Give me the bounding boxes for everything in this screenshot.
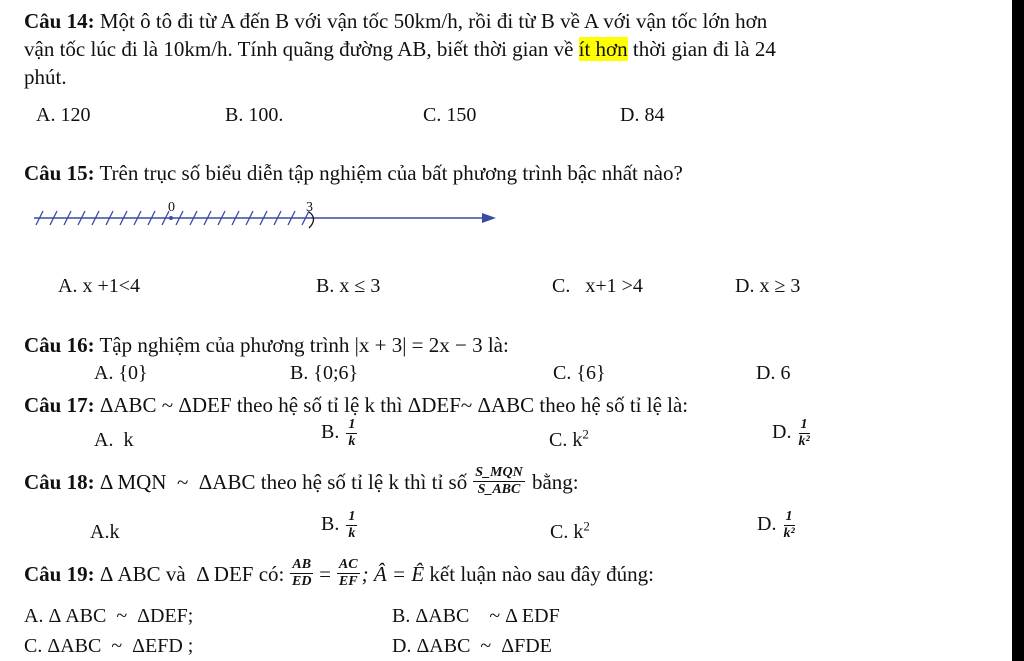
q16-option-a[interactable]: A. {0} — [94, 362, 148, 384]
q16-option-b[interactable]: B. {0;6} — [290, 362, 359, 384]
q18-option-c-exponent: 2 — [583, 518, 590, 534]
q15-option-d[interactable]: D. x ≥ 3 — [735, 275, 801, 297]
q19-text-a: Δ ABC và Δ DEF có: — [99, 561, 285, 586]
q18-option-d-fraction — [783, 510, 794, 541]
q14-highlight: ít hơn — [578, 37, 628, 61]
q17-d-denominator: k² — [798, 434, 810, 449]
q18-b-numerator: 1 — [348, 509, 356, 524]
point-zero — [169, 216, 173, 220]
q17-b-denominator: k — [348, 434, 356, 449]
axis-label-three: 3 — [306, 200, 313, 215]
q14-text-line2-b: thời gian đi là 24 — [632, 37, 776, 61]
q15-option-b[interactable]: B. x ≤ 3 — [316, 275, 381, 297]
q16-text: Tập nghiệm của phương trình |x + 3| = 2x − 3 là: — [99, 333, 509, 357]
q19-angle-condition: ; Â = Ê — [361, 561, 425, 586]
q18-option-b-fraction — [346, 510, 357, 541]
number-line-arrow-icon — [482, 213, 496, 223]
q15-line — [24, 160, 683, 186]
q19-f2-denominator: EF — [338, 574, 358, 589]
q18-option-a[interactable]: A.k — [90, 521, 120, 543]
number-line-figure — [30, 198, 510, 238]
q17-b-numerator: 1 — [348, 417, 356, 432]
axis-label-zero: 0 — [168, 200, 175, 215]
q16-option-c[interactable]: C. {6} — [553, 362, 606, 384]
q19-equals: = — [319, 561, 331, 586]
q14-line2 — [24, 36, 776, 62]
q19-option-c[interactable]: C. ΔABC ~ ΔEFD ; — [24, 635, 194, 657]
q14-text-line2-a: vận tốc lúc đi là 10km/h. Tính quãng đường AB, biết thời gian về — [24, 37, 574, 61]
q18-option-b[interactable] — [321, 510, 359, 541]
q14-text-line3: phút. — [24, 65, 67, 89]
q14-label: Câu 14: — [24, 9, 95, 33]
q18-b-denominator: k — [348, 526, 356, 541]
q14-text-line1: Một ô tô đi từ A đến B với vận tốc 50km/h, rồi đi từ B về A với vận tốc lớn hơn — [99, 9, 768, 33]
q15-text: Trên trục số biểu diễn tập nghiệm của bất phương trình bậc nhất nào? — [99, 161, 683, 185]
q19-option-d[interactable]: D. ΔABC ~ ΔFDE — [392, 635, 552, 657]
q19-text-b: kết luận nào sau đây đúng: — [429, 561, 654, 586]
q18-ratio-fraction — [473, 466, 524, 497]
q15-option-c[interactable]: C. x+1 >4 — [552, 275, 643, 297]
q19-f1-denominator: ED — [291, 574, 312, 589]
q18-option-c[interactable] — [550, 519, 590, 545]
q14-option-a[interactable]: A. 120 — [36, 104, 91, 126]
q14-option-c[interactable]: C. 150 — [423, 104, 477, 126]
q18-d-numerator: 1 — [785, 509, 793, 524]
q17-line — [24, 392, 688, 418]
q14-option-b[interactable]: B. 100. — [225, 104, 284, 126]
q17-option-b-fraction — [346, 418, 357, 449]
q14-option-d[interactable]: D. 84 — [620, 104, 665, 126]
q17-d-numerator: 1 — [800, 417, 808, 432]
q17-option-d-prefix: D. — [772, 421, 792, 444]
q17-option-b[interactable] — [321, 418, 359, 449]
q15-option-a[interactable]: A. x +1<4 — [58, 275, 141, 297]
q16-label: Câu 16: — [24, 333, 95, 357]
q16-line — [24, 332, 509, 358]
q19-fraction-ab-ed — [290, 558, 313, 589]
q18-ratio-denominator: S_ABC — [477, 482, 521, 497]
q19-f2-numerator: AC — [338, 557, 358, 572]
q19-label: Câu 19: — [24, 561, 95, 586]
q18-line — [24, 466, 579, 497]
q19-option-b[interactable]: B. ΔABC ~ Δ EDF — [392, 605, 560, 627]
q19-fraction-ac-ef — [337, 558, 360, 589]
q18-d-denominator: k² — [783, 526, 795, 541]
q17-option-b-prefix: B. — [321, 421, 340, 444]
q14-line1 — [24, 8, 767, 34]
q17-option-c-exponent: 2 — [582, 426, 589, 442]
q17-option-d[interactable] — [772, 418, 812, 449]
q17-option-a[interactable]: A. k — [94, 429, 134, 451]
q17-option-d-fraction — [798, 418, 809, 449]
q17-option-c[interactable] — [549, 427, 589, 453]
q17-option-c-prefix: C. k — [549, 429, 583, 451]
q17-text: ΔABC ~ ΔDEF theo hệ số tỉ lệ k thì ΔDEF~ ΔABC theo hệ số tỉ lệ là: — [99, 393, 689, 417]
q18-text-b: bằng: — [531, 469, 579, 494]
q18-text-a: Δ MQN ~ ΔABC theo hệ số tỉ lệ k thì tỉ số — [99, 469, 468, 494]
q17-label: Câu 17: — [24, 393, 95, 417]
q18-option-c-prefix: C. k — [550, 521, 584, 543]
q16-option-d[interactable]: D. 6 — [756, 362, 791, 384]
q18-option-b-prefix: B. — [321, 513, 340, 536]
q18-option-d[interactable] — [757, 510, 797, 541]
q18-ratio-numerator: S_MQN — [475, 465, 523, 480]
q18-option-d-prefix: D. — [757, 513, 777, 536]
q19-line — [24, 558, 654, 589]
q19-option-a[interactable]: A. Δ ABC ~ ΔDEF; — [24, 605, 194, 627]
q18-label: Câu 18: — [24, 469, 95, 494]
q15-label: Câu 15: — [24, 161, 95, 185]
q19-f1-numerator: AB — [292, 557, 312, 572]
